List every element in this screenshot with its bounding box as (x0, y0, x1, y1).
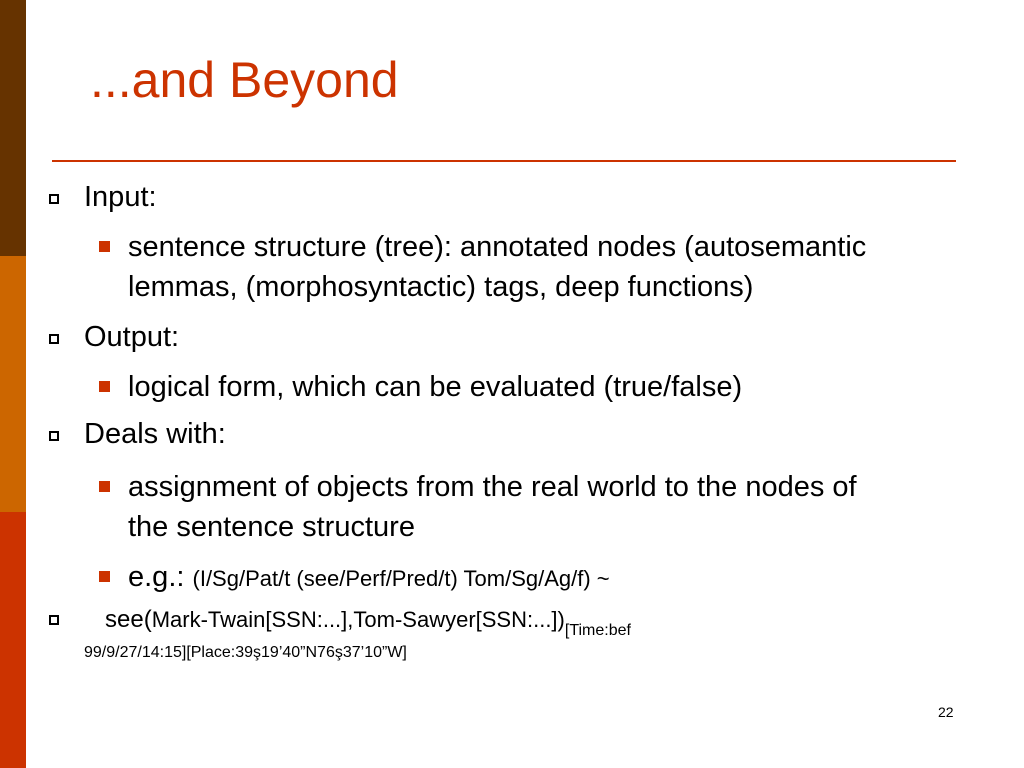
hollow-square-bullet-icon (49, 194, 59, 204)
formula-line (105, 603, 631, 640)
bullet-deals-with: Deals with: (84, 418, 226, 450)
side-bar-bottom (0, 512, 26, 768)
hollow-square-bullet-icon (49, 334, 59, 344)
formula-prefix: see( (105, 606, 152, 633)
sub-bullet-deals-line2: the sentence structure (128, 511, 415, 543)
filled-square-bullet-icon (99, 481, 110, 492)
sub-bullet-deals-line1: assignment of objects from the real world to the nodes of (128, 471, 857, 503)
formula-args: Mark-Twain[SSN:...],Tom-Sawyer[SSN:...]) (151, 607, 565, 632)
sub-bullet-input-line2: lemmas, (morphosyntactic) tags, deep functions) (128, 271, 754, 303)
side-color-bar (0, 0, 26, 768)
filled-square-bullet-icon (99, 381, 110, 392)
sub-bullet-input-line1: sentence structure (tree): annotated nodes (autosemantic (128, 231, 867, 263)
filled-square-bullet-icon (99, 571, 110, 582)
page-number: 22 (938, 704, 954, 720)
bullet-input: Input: (84, 181, 157, 213)
example-lead: e.g.: (128, 561, 185, 593)
sub-bullet-example (128, 557, 610, 599)
bullet-output: Output: (84, 321, 180, 353)
slide-title: ...and Beyond (90, 52, 399, 108)
side-bar-top (0, 0, 26, 256)
hollow-square-bullet-icon (49, 615, 59, 625)
side-bar-middle (0, 256, 26, 512)
hollow-square-bullet-icon (49, 431, 59, 441)
title-underline (52, 160, 956, 162)
filled-square-bullet-icon (99, 241, 110, 252)
formula-line2: 99/9/27/14:15][Place:39ş19’40”N76ş37’10”W] (84, 644, 407, 661)
formula-subscript: [Time:bef (564, 622, 631, 639)
example-text: (I/Sg/Pat/t (see/Perf/Pred/t) Tom/Sg/Ag/f) ~ (192, 566, 610, 591)
sub-bullet-output: logical form, which can be evaluated (true/false) (128, 371, 743, 403)
